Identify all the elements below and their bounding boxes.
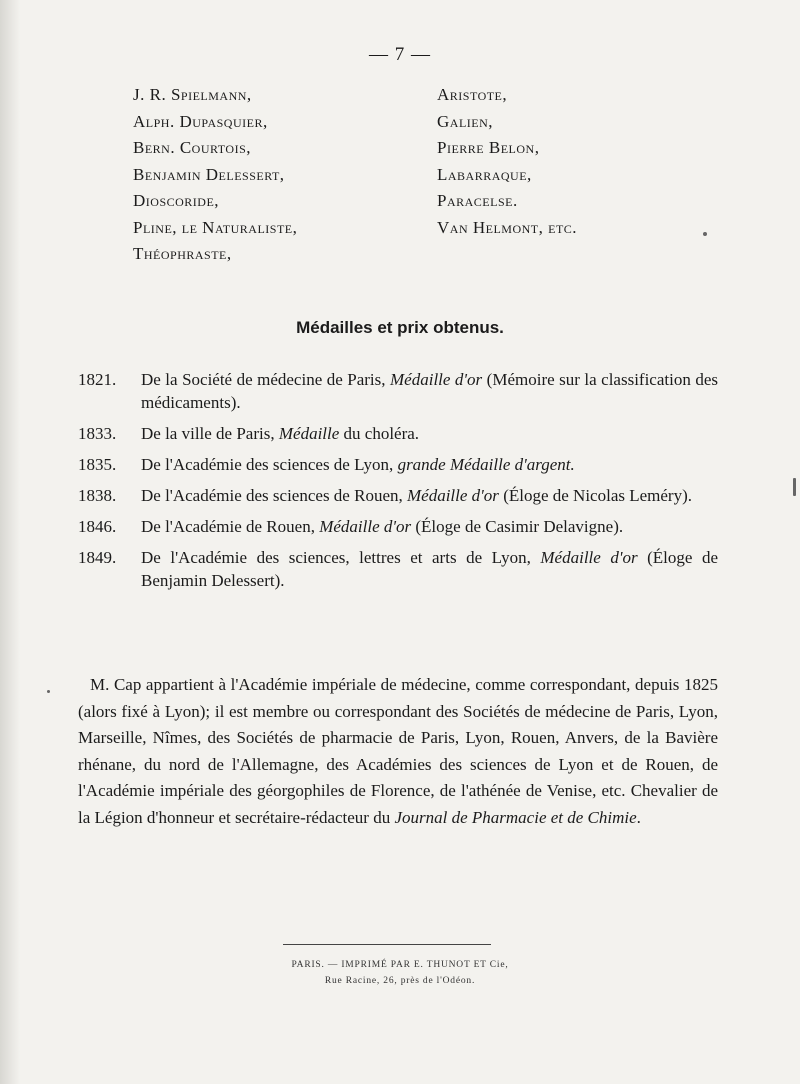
medal-entry — [78, 368, 718, 414]
medal-year: 1821. — [78, 370, 117, 389]
medal-year: 1833. — [78, 424, 117, 443]
biography-paragraph — [78, 672, 718, 831]
medal-entry — [78, 422, 718, 445]
print-speck — [703, 232, 707, 236]
medal-text: De la ville de Paris, — [141, 424, 279, 443]
name-entry: Benjamin Delessert, — [133, 164, 285, 184]
medal-text: De l'Académie des sciences de Lyon, — [141, 455, 398, 474]
medal-award: Médaille d'or — [540, 548, 638, 567]
imprint-address: Rue Racine, 26, près de l'Odéon. — [324, 976, 476, 986]
medal-note: (Mémoire sur la classification des médicaments). — [141, 370, 718, 412]
name-entry: Pline, le Naturaliste, — [133, 217, 298, 237]
names-column-left — [133, 82, 297, 268]
medals-list — [78, 368, 718, 600]
medal-entry — [78, 484, 718, 507]
name-entry: Théophraste, — [133, 244, 232, 263]
page-edge-shadow — [0, 0, 20, 1084]
name-entry: J. R. Spielmann, — [133, 85, 252, 104]
print-speck — [793, 478, 796, 496]
name-entry: Aristote, — [437, 85, 508, 104]
medal-year: 1849. — [78, 548, 117, 567]
medal-note: (Éloge de Benjamin Delessert). — [141, 548, 719, 590]
medal-note: du choléra. — [339, 424, 420, 443]
medal-award: Médaille — [278, 424, 340, 443]
footer-rule — [283, 944, 491, 945]
medal-year: 1846. — [78, 517, 117, 536]
medal-note: (Éloge de Casimir Delavigne). — [411, 517, 624, 536]
medal-award: Médaille d'or — [390, 370, 483, 389]
medal-award: Médaille d'or — [319, 517, 412, 536]
name-entry: Labarraque, — [437, 164, 532, 184]
paragraph-text: M. Cap appartient à l'Académie impériale de médecine, comme correspondant, depuis 1825 (alors fixé à Lyon); il est membre ou correspondant des Sociétés de médecine de Paris, Lyon, Marseille, Nîmes, des Sociétés de pharmacie de Paris, Lyon, Rouen, Anvers, de la Bavière rhénane, du nord de l'Allemagne, des Académies des sciences de Lyon et de Rouen, de l'Académie impériale des géorgophiles de Florence, de l'athénée de Venise, etc. Chevalier de la Légion d'honneur et secrétaire-rédacteur du — [78, 675, 718, 827]
names-column-right — [437, 82, 577, 241]
journal-title: Journal de Pharmacie et de Chimie — [394, 807, 637, 827]
medal-note: (Éloge de Nicolas Leméry). — [498, 486, 692, 505]
section-title: Médailles et prix obtenus. — [296, 318, 504, 337]
medal-award: grande Médaille d'argent. — [397, 455, 575, 474]
medal-award: Médaille d'or — [407, 486, 499, 505]
medal-year: 1838. — [78, 486, 117, 505]
medal-text: De l'Académie de Rouen, — [141, 517, 320, 536]
medal-text: De l'Académie des sciences de Rouen, — [141, 486, 407, 505]
name-entry: Galien, — [437, 111, 494, 131]
imprint-line: PARIS. — IMPRIMÉ PAR E. THUNOT ET Cie, — [291, 960, 509, 970]
medal-text: De la Société de médecine de Paris, — [141, 370, 391, 389]
medal-year: 1835. — [78, 455, 117, 474]
medal-entry — [78, 515, 718, 538]
name-entry: Bern. Courtois, — [133, 138, 251, 157]
name-entry: Dioscoride, — [133, 191, 220, 210]
name-entry: Pierre Belon, — [437, 138, 540, 157]
print-speck — [47, 690, 50, 693]
page-number: — 7 — — [369, 44, 431, 65]
medal-entry — [78, 546, 718, 592]
medal-entry — [78, 453, 718, 476]
name-entry: Van Helmont, etc. — [437, 217, 578, 237]
medal-text: De l'Académie des sciences, lettres et arts de Lyon, — [141, 548, 541, 567]
paragraph-end: . — [636, 807, 641, 827]
name-entry: Paracelse. — [437, 191, 518, 210]
name-entry: Alph. Dupasquier, — [133, 111, 268, 131]
